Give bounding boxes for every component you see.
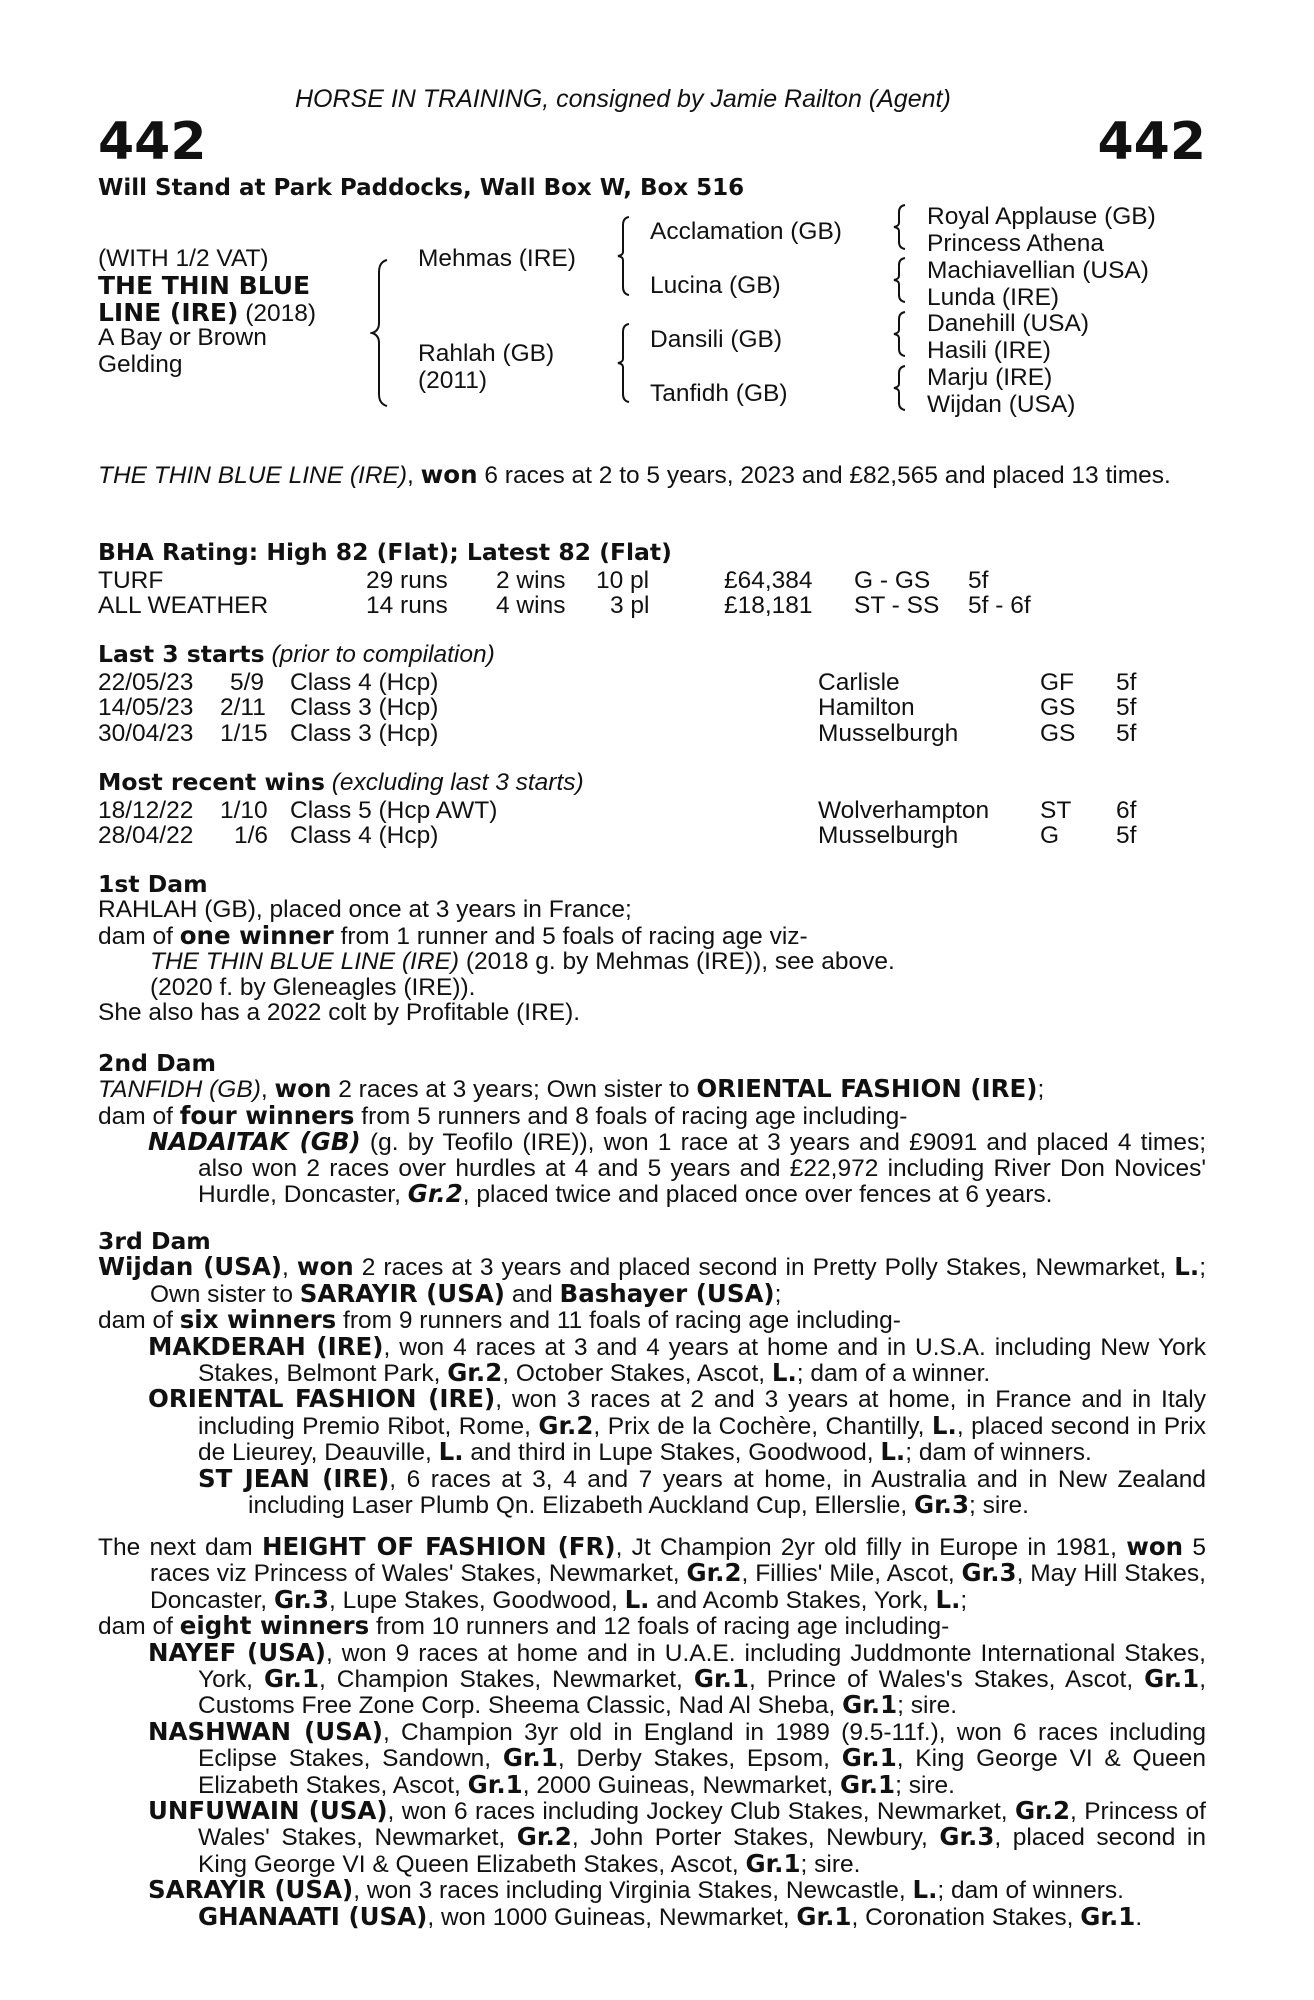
progeny-nadaitak: NADAITAK (GB) (g. by Teofilo (IRE)), won 1 race at 3 years and £9091 and placed 4 times; also won 2 races over hurdles at 4 and 5 years and £22,972 including River Don Novices' Hurdle, Doncaster, Gr.2, placed twice and placed once over fences at 6 years. bbox=[148, 1127, 1207, 1209]
progeny-oriental-fashion: ORIENTAL FASHION (IRE), won 3 races at 2 and 3 years at home, in France and in Italy including Premio Ribot, Rome, Gr.2, Prix de la Cochère, Chantilly, L., placed second in Prix de Lieurey, Deauville, L. and third in Lupe Stakes, Goodwood, L.; dam of winners. bbox=[148, 1384, 1206, 1467]
first-dam-heading: 1st Dam bbox=[98, 870, 208, 898]
pedigree-sire-dam: Lucina (GB) bbox=[650, 272, 781, 299]
pedigree-brace-ds bbox=[892, 310, 908, 358]
pedigree-ssd: Princess Athena bbox=[927, 230, 1105, 257]
pedigree-ddd: Wijdan (USA) bbox=[927, 391, 1076, 418]
lot-number-right: 442 bbox=[1097, 112, 1206, 172]
pedigree-brace-ss bbox=[892, 203, 908, 251]
pedigree-sss: Royal Applause (GB) bbox=[927, 203, 1156, 230]
first-dam-section: 1st Dam RAHLAH (GB), placed once at 3 years in France; dam of one winner from 1 runner and 5 foals of racing age viz- THE THIN BLUE LINE (IRE) (2018 g. by Mehmas (IRE)), see above. (2020 f. by Gleneagles (IRE)). She also has a 2022 colt by Profitable (IRE). bbox=[98, 872, 1206, 1025]
horse-name-line1: THE THIN BLUE bbox=[98, 271, 311, 300]
progeny-ghanaati: GHANAATI (USA), won 1000 Guineas, Newmarket, Gr.1, Coronation Stakes, Gr.1. bbox=[198, 1901, 1143, 1931]
last-3-starts-heading: Last 3 starts (prior to compilation) bbox=[98, 640, 495, 668]
vat-note: (WITH 1/2 VAT) bbox=[98, 245, 269, 272]
pedigree-sds: Machiavellian (USA) bbox=[927, 257, 1149, 284]
progeny-nashwan: NASHWAN (USA), Champion 3yr old in England in 1989 (9.5-11f.), won 6 races including Eclipse Stakes, Sandown, Gr.1, Derby Stakes, Epsom, Gr.1, King George VI & Queen Elizabeth Stakes, Ascot, Gr.1, 2000 Guineas, Newmarket, Gr.1; sire. bbox=[148, 1716, 1207, 1799]
rating-row-turf: TURF 29 runs 2 wins 10 pl £64,384 G - GS 5f bbox=[98, 567, 989, 594]
last-start-row: 22/05/23 5/9 Class 4 (Hcp) Carlisle GF 5f bbox=[98, 669, 1137, 696]
progeny-unfuwain: UNFUWAIN (USA), won 6 races including Jockey Club Stakes, Newmarket, Gr.2, Princess of Wales' Stakes, Newmarket, Gr.2, John Porter Stakes, Newbury, Gr.3, placed second in King George VI & Queen Elizabeth Stakes, Ascot, Gr.1; sire. bbox=[148, 1796, 1206, 1878]
recent-win-row: 18/12/22 1/10 Class 5 (Hcp AWT) Wolverhampton ST 6f bbox=[98, 797, 1137, 824]
pedigree-dam-line2: (2011) bbox=[418, 367, 488, 394]
consignment-line: HORSE IN TRAINING, consigned by Jamie Railton (Agent) bbox=[295, 85, 951, 113]
pedigree-brace-dd bbox=[892, 364, 908, 412]
progeny-makderah: MAKDERAH (IRE), won 4 races at 3 and 4 years at home and in U.S.A. including New York Stakes, Belmont Park, Gr.2, October Stakes, Ascot, L.; dam of a winner. bbox=[148, 1331, 1206, 1388]
third-dam-heading: 3rd Dam bbox=[98, 1227, 211, 1255]
pedigree-dam-line1: Rahlah (GB) bbox=[418, 340, 555, 367]
race-summary: THE THIN BLUE LINE (IRE), won 6 races at 2 to 5 years, 2023 and £82,565 and placed 13 times. bbox=[98, 460, 1171, 489]
pedigree-dsd: Hasili (IRE) bbox=[927, 337, 1051, 364]
pedigree-brace-sd bbox=[892, 256, 908, 304]
pedigree-sire-sire: Acclamation (GB) bbox=[650, 218, 842, 245]
horse-desc-line2: Gelding bbox=[98, 351, 183, 378]
next-dam-section: The next dam HEIGHT OF FASHION (FR), Jt Champion 2yr old filly in Europe in 1981, won 5 races viz Princess of Wales' Stakes, Newmarket, Gr.2, Fillies' Mile, Ascot, Gr.3, May Hill Stakes, Doncaster, Gr.3, Lupe Stakes, Goodwood, L. and Acomb Stakes, York, L.; dam of eight winners from 10 runners and 12 foals of racing age including- NAYEF (USA), won 9 races at home and in U.A.E. including Juddmonte International Stakes, York, Gr.1, Champion Stakes, Newmarket, Gr.1, Prince of Wales's Stakes, Ascot, Gr.1, Customs Free Zone Corp. Sheema Classic, Nad Al Sheba, Gr.1; sire. NASHWAN (USA), Champion 3yr old in England in 1989 (9.5-11f.), won 6 races including Eclipse Stakes, Sandown, Gr.1, Derby Stakes, Epsom, Gr.1, King George VI & Queen Elizabeth Stakes, Ascot, Gr.1, 2000 Guineas, Newmarket, Gr.1; sire. UNFUWAIN (USA), won 6 races including Jockey Club Stakes, Newmarket, Gr.2, Princess of Wales' Stakes, Newmarket, Gr.2, John Porter Stakes, Newbury, Gr.3, placed second in King George VI & Queen Elizabeth Stakes, Ascot, Gr.1; sire. SARAYIR (USA), won 3 races including Virginia Stakes, Newcastle, L.; dam of winners. GHANAATI (USA), won 1000 Guineas, Newmarket, Gr.1, Coronation Stakes, Gr.1. bbox=[98, 1532, 1207, 1931]
third-dam-section: 3rd Dam Wijdan (USA), won 2 races at 3 years and placed second in Pretty Polly Stakes, Newmarket, L.; Own sister to SARAYIR (USA) and Bashayer (USA); dam of six winners from 9 runners and 11 foals of racing age including- MAKDERAH (IRE), won 4 races at 3 and 4 years at home and in U.S.A. including New York Stakes, Belmont Park, Gr.2, October Stakes, Ascot, L.; dam of a winner. ORIENTAL FASHION (IRE), won 3 races at 2 and 3 years at home, in France and in Italy including Premio Ribot, Rome, Gr.2, Prix de la Cochère, Chantilly, L., placed second in Prix de Lieurey, Deauville, L. and third in Lupe Stakes, Goodwood, L.; dam of winners. ST JEAN (IRE), 6 races at 3, 4 and 7 years at home, in Australia and in New Zealand including Laser Plumb Qn. Elizabeth Auckland Cup, Ellerslie, Gr.3; sire. bbox=[98, 1227, 1206, 1520]
lot-number-left: 442 bbox=[98, 112, 207, 172]
pedigree-dss: Danehill (USA) bbox=[927, 310, 1090, 337]
last-start-row: 30/04/23 1/15 Class 3 (Hcp) Musselburgh GS 5f bbox=[98, 720, 1137, 747]
pedigree-sire: Mehmas (IRE) bbox=[418, 245, 576, 272]
pedigree-brace-sire bbox=[616, 215, 632, 297]
progeny-st-jean: ST JEAN (IRE), 6 races at 3, 4 and 7 years at home, in Australia and in New Zealand including Laser Plumb Qn. Elizabeth Auckland Cup, Ellerslie, Gr.3; sire. bbox=[198, 1463, 1206, 1520]
progeny-nayef: NAYEF (USA), won 9 races at home and in U.A.E. including Juddmonte International Stakes, York, Gr.1, Champion Stakes, Newmarket, Gr.1, Prince of Wales's Stakes, Ascot, Gr.1, Customs Free Zone Corp. Sheema Classic, Nad Al Sheba, Gr.1; sire. bbox=[148, 1637, 1206, 1720]
pedigree-dds: Marju (IRE) bbox=[927, 364, 1053, 391]
bha-rating-heading: BHA Rating: High 82 (Flat); Latest 82 (Flat) bbox=[98, 538, 672, 566]
pedigree-brace-dam bbox=[616, 322, 632, 404]
second-dam-section: 2nd Dam TANFIDH (GB), won 2 races at 3 years; Own sister to ORIENTAL FASHION (IRE); dam of four winners from 5 runners and 8 foals of racing age including- NADAITAK (GB) (g. by Teofilo (IRE)), won 1 race at 3 years and £9091 and placed 4 times; also won 2 races over hurdles at 4 and 5 years and £22,972 including River Don Novices' Hurdle, Doncaster, Gr.2, placed twice and placed once over fences at 6 years. bbox=[98, 1049, 1207, 1209]
horse-desc-line1: A Bay or Brown bbox=[98, 324, 267, 351]
rating-row-all-weather: ALL WEATHER 14 runs 4 wins 3 pl £18,181 ST - SS 5f - 6f bbox=[98, 592, 1031, 619]
pedigree-dam-dam: Tanfidh (GB) bbox=[650, 380, 788, 407]
pedigree-sdd: Lunda (IRE) bbox=[927, 284, 1060, 311]
recent-wins-heading: Most recent wins (excluding last 3 starts) bbox=[98, 768, 584, 796]
pedigree-brace-main bbox=[370, 258, 390, 408]
recent-win-row: 28/04/22 1/6 Class 4 (Hcp) Musselburgh G 5f bbox=[98, 822, 1137, 849]
pedigree-dam-sire: Dansili (GB) bbox=[650, 326, 783, 353]
stand-location: Will Stand at Park Paddocks, Wall Box W, Box 516 bbox=[98, 175, 745, 201]
last-start-row: 14/05/23 2/11 Class 3 (Hcp) Hamilton GS 5f bbox=[98, 694, 1137, 721]
progeny-sarayir: SARAYIR (USA), won 3 races including Virginia Stakes, Newcastle, L.; dam of winners. bbox=[148, 1875, 1124, 1905]
second-dam-heading: 2nd Dam bbox=[98, 1049, 216, 1077]
horse-name-line2: LINE (IRE) (2018) bbox=[98, 298, 317, 327]
